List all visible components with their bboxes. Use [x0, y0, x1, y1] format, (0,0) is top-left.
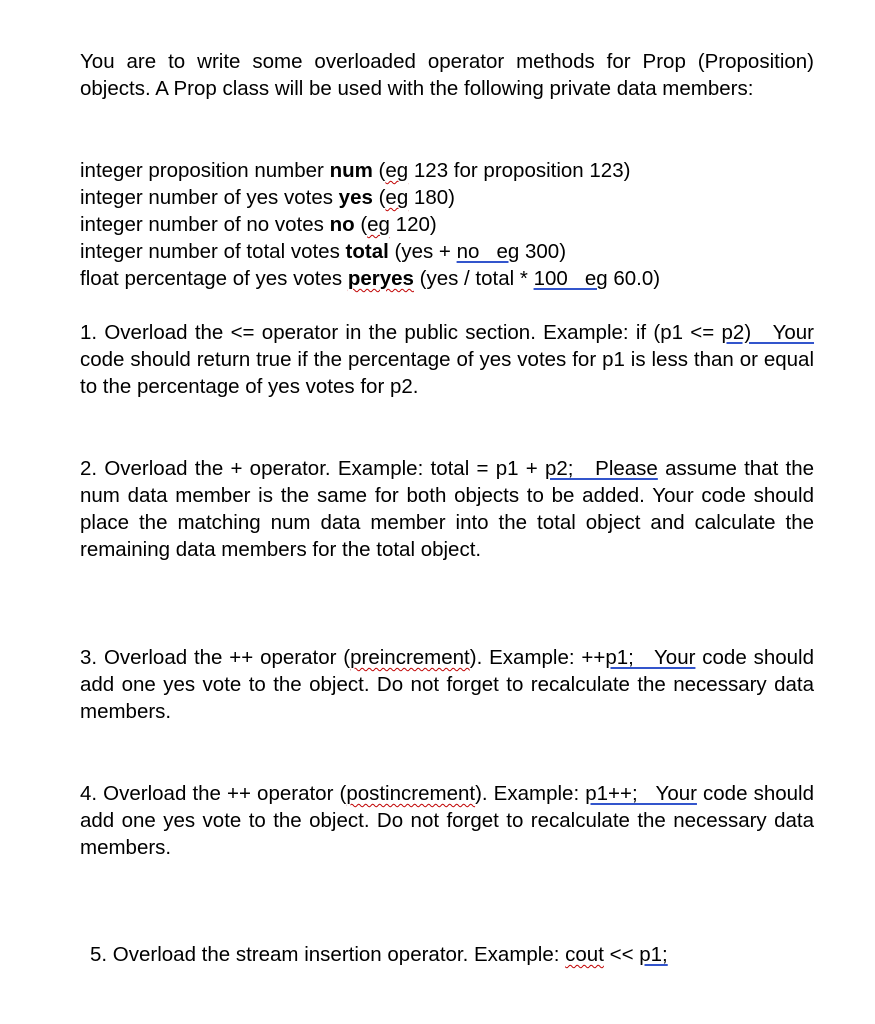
- member-line-no: integer number of no votes no (eg 120): [80, 213, 437, 236]
- member-name-total: total: [345, 240, 389, 263]
- question-5: 5. Overload the stream insertion operator. Example: cout << p1;: [90, 943, 668, 966]
- question-2: 2. Overload the + operator. Example: total = p1 + p2; Please assume that the num data member is the same for both objects to be added. Your code should place the matching num data member into the total object and calculate the remaining data members for the total object.: [80, 457, 815, 561]
- question-3: 3. Overload the ++ operator (preincrement). Example: ++p1; Your code should add one yes vote to the object. Do not forget to recalculate the necessary data members.: [80, 646, 814, 723]
- intro-text: You are to write some overloaded operator methods for Prop (Proposition) objects. A Prop class will be used with the following private data members:: [80, 50, 814, 100]
- question-1: 1. Overload the <= operator in the public section. Example: if (p1 <= p2) Your code should return true if the percentage of yes votes for p1 is less than or equal to the percentage of yes votes for p2.: [80, 321, 815, 398]
- intro-paragraph: [80, 48, 814, 102]
- member-line-num: integer proposition number num (eg 123 for proposition 123): [80, 159, 631, 182]
- member-line-yes: integer number of yes votes yes (eg 180): [80, 186, 455, 209]
- member-name-peryes: peryes: [347, 267, 414, 290]
- member-name-yes: yes: [338, 186, 373, 209]
- member-name-no: no: [329, 213, 355, 236]
- member-line-peryes: float percentage of yes votes peryes (yes / total * 100 eg 60.0): [80, 267, 661, 290]
- member-line-total: integer number of total votes total (yes + no eg 300): [80, 240, 567, 263]
- question-4: 4. Overload the ++ operator (postincrement). Example: p1++; Your code should add one yes vote to the object. Do not forget to recalculate the necessary data members.: [80, 782, 814, 859]
- member-name-num: num: [329, 159, 373, 182]
